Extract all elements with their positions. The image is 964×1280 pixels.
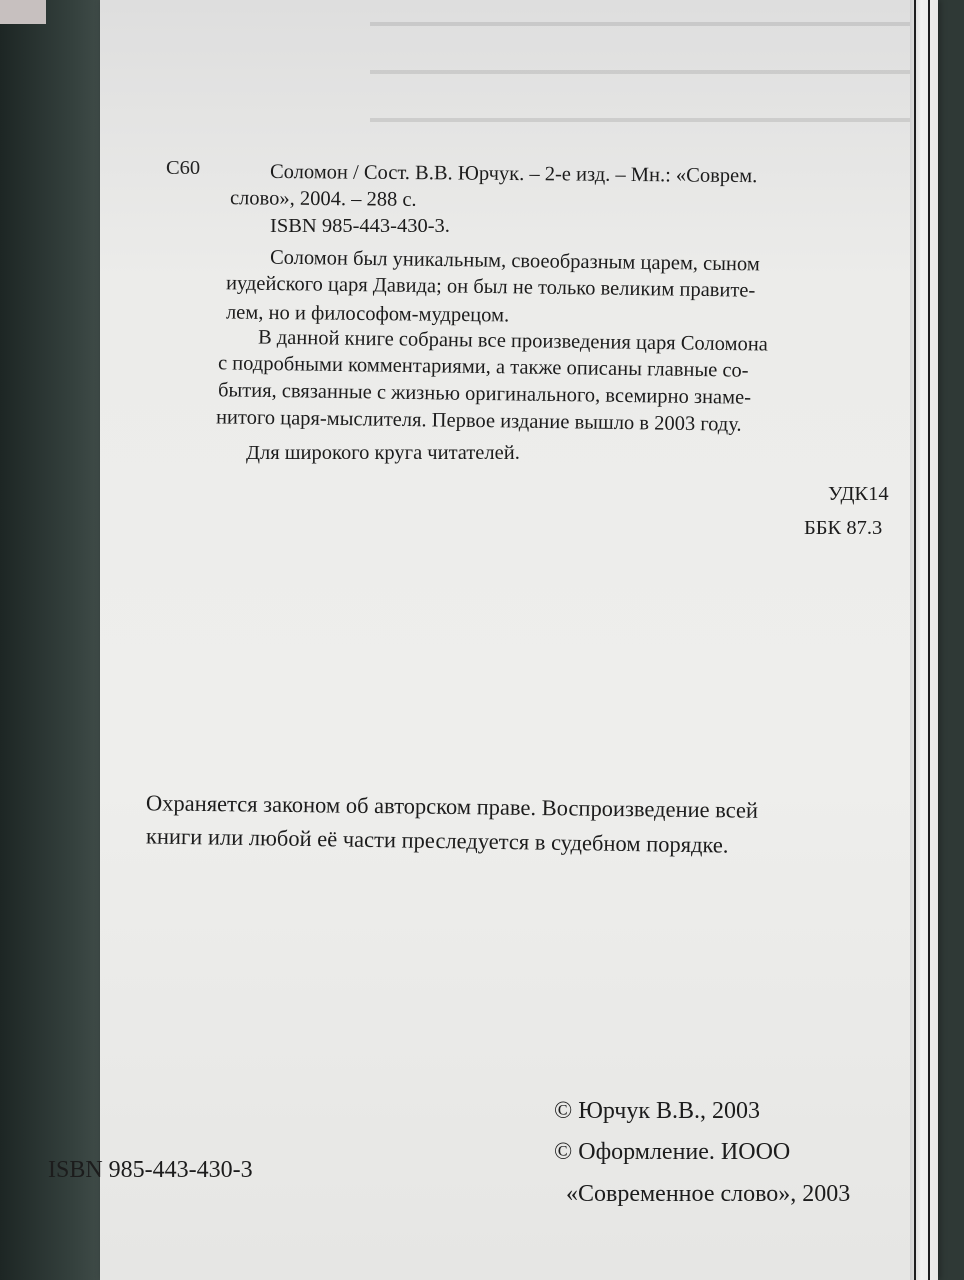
annotation-line: лем, но и философом-мудрецом. [225,301,510,327]
copyright-notice-line: книги или любой её части преследуется в судебном порядке. [145,823,729,858]
show-through-text [370,0,930,140]
bbk-code: ББК 87.3 [804,517,883,539]
copyright-line: © Оформление. ИООО [554,1139,791,1165]
page-edge-line [914,0,916,1280]
annotation-line: с подробными комментариями, а также описаны главные со- [217,352,749,382]
annotation-line: нитого царя-мыслителя. Первое издание вышло в 2003 году. [215,406,742,436]
book-page [48,0,938,1280]
annotation-line: иудейского царя Давида; он был не только великим правите- [225,272,756,302]
corner-tab [0,0,46,24]
copyright-notice-line: Охраняется законом об авторском праве. Воспроизведение всей [145,790,759,823]
catalog-isbn: ISBN 985-443-430-3. [270,215,450,237]
annotation-line: В данной книге собраны все произведения царя Соломона [257,326,769,356]
annotation-line: бытия, связанные с жизнью оригинального, всемирно знаме- [217,379,752,409]
page-edge [910,0,938,1280]
copyright-line: «Современное слово», 2003 [566,1181,851,1207]
copyright-line: © Юрчук В.В., 2003 [554,1098,761,1124]
catalog-code: С60 [166,157,201,179]
bibliographic-line: слово», 2004. – 288 с. [229,187,417,211]
annotation-line: Для широкого круга читателей. [246,442,520,464]
udk-code: УДК14 [828,483,889,505]
page-edge-line [928,0,930,1280]
footer-isbn: ISBN 985-443-430-3 [48,1157,253,1183]
annotation-line: Соломон был уникальным, своеобразным царем, сыном [269,246,760,276]
bibliographic-line: Соломон / Сост. В.В. Юрчук. – 2-е изд. – Мн.: «Соврем. [269,160,758,188]
